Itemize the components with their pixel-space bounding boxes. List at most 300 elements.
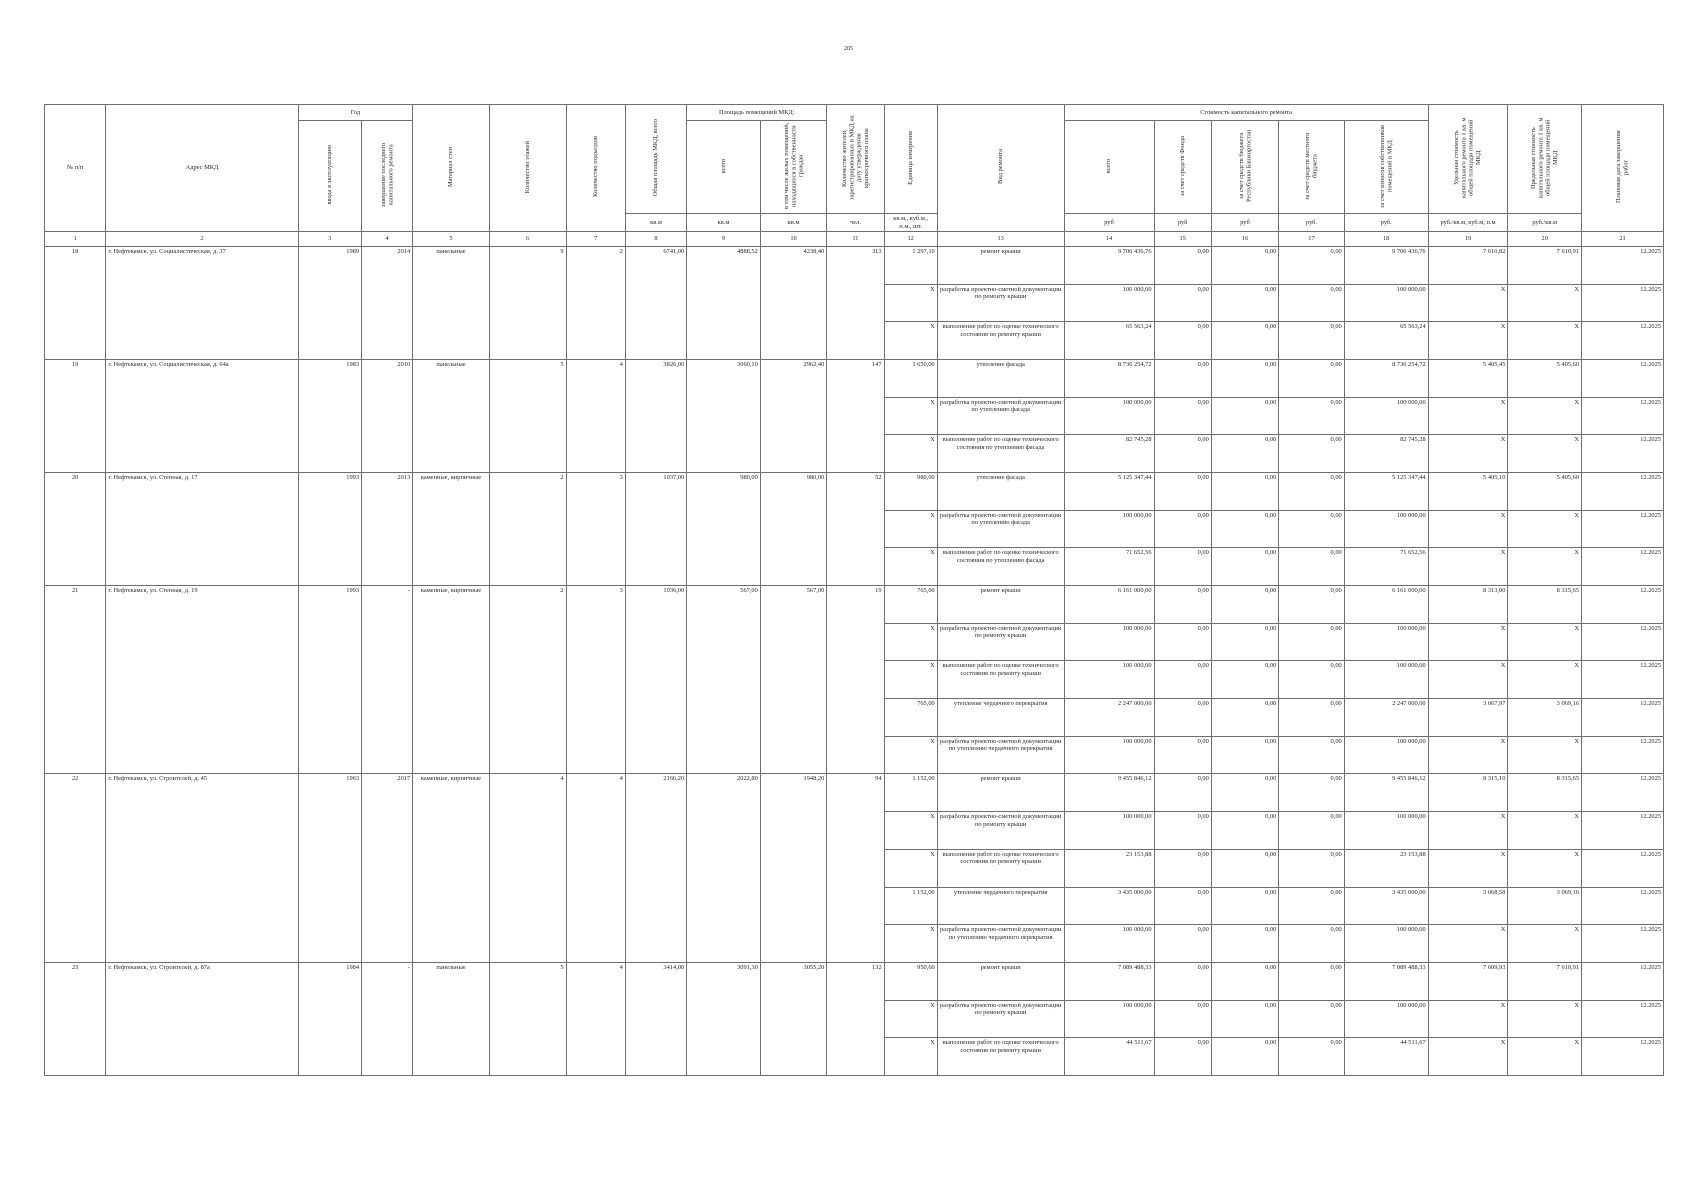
cost-owners: 100 000,00: [1344, 736, 1428, 774]
record-year-built: 1989: [298, 247, 361, 360]
deadline: 12.2025: [1582, 435, 1664, 473]
record-number: 23: [45, 962, 106, 1075]
record-premises-residential: 567,00: [760, 586, 826, 774]
record-year-repair: 2014: [362, 247, 413, 360]
max-cost: X: [1508, 435, 1582, 473]
header-unit-cost: Удельная стоимость капитального ремонта 1 кв. м общей площади помещений МКД: [1428, 105, 1508, 214]
header-wall-material: Материал стен: [413, 105, 490, 232]
cost-local: 0,00: [1279, 699, 1344, 737]
cost-local: 0,00: [1279, 360, 1344, 398]
unit-residents: чел.: [827, 214, 884, 232]
cost-local: 0,00: [1279, 736, 1344, 774]
work-type: разработка проектно-сметной документации по ремонту крыши: [937, 1000, 1064, 1038]
work-quantity: X: [884, 661, 937, 699]
cost-republic: 0,00: [1211, 1038, 1278, 1076]
header-cost-owners: за счет взносов собственников помещений в МКД: [1344, 121, 1428, 214]
record-year-built: 1993: [298, 586, 361, 774]
cost-fund: 0,00: [1154, 586, 1211, 624]
deadline: 12.2025: [1582, 661, 1664, 699]
record-address: г. Нефтекамск, ул. Строителей, д. 87а: [106, 962, 298, 1075]
header-unit: Единица измерения: [884, 105, 937, 214]
max-cost: 8 315,65: [1508, 586, 1582, 624]
cost-owners: 44 511,67: [1344, 1038, 1428, 1076]
header-deadline: Плановая дата завершения работ: [1582, 105, 1664, 232]
record-entrances: 4: [566, 774, 625, 962]
header-max-cost: Предельная стоимость капитального ремонта 1 кв. м общей площади помещений МКД: [1508, 105, 1582, 214]
unit-cost: 7 610,82: [1428, 247, 1508, 285]
cost-fund: 0,00: [1154, 661, 1211, 699]
cost-local: 0,00: [1279, 435, 1344, 473]
work-type: разработка проектно-сметной документации по утеплению фасада: [937, 510, 1064, 548]
unit-cost: X: [1428, 510, 1508, 548]
cost-republic: 0,00: [1211, 586, 1278, 624]
deadline: 12.2025: [1582, 284, 1664, 322]
max-cost: X: [1508, 284, 1582, 322]
column-number: 11: [827, 232, 884, 247]
cost-owners: 23 153,88: [1344, 849, 1428, 887]
record-premises-total: 4888,52: [687, 247, 761, 360]
unit-cost: X: [1428, 661, 1508, 699]
table-row: [45, 247, 1664, 285]
unit-cost: X: [1428, 849, 1508, 887]
header-entrances: Количество подъездов: [566, 105, 625, 232]
record-year-repair: -: [362, 962, 413, 1075]
record-residents: 313: [827, 247, 884, 360]
record-total-area: 3414,00: [625, 962, 686, 1075]
column-number: 15: [1154, 232, 1211, 247]
deadline: 12.2025: [1582, 1038, 1664, 1076]
cost-fund: 0,00: [1154, 247, 1211, 285]
work-type: разработка проектно-сметной документации по ремонту крыши: [937, 623, 1064, 661]
page-number: 205: [844, 46, 853, 52]
record-address: г. Нефтекамск, ул. Строителей, д. 45: [106, 774, 298, 962]
record-wall-material: панельные: [413, 962, 490, 1075]
column-number: 10: [760, 232, 826, 247]
cost-republic: 0,00: [1211, 623, 1278, 661]
unit-cost-total: руб: [1064, 214, 1154, 232]
column-number: 6: [489, 232, 566, 247]
max-cost: X: [1508, 812, 1582, 850]
header-cost-total: всего: [1064, 121, 1154, 214]
deadline: 12.2025: [1582, 849, 1664, 887]
cost-local: 0,00: [1279, 510, 1344, 548]
record-premises-residential: 1948,20: [760, 774, 826, 962]
work-type: разработка проектно-сметной документации по утеплению чердачного перекрытия: [937, 925, 1064, 963]
deadline: 12.2025: [1582, 510, 1664, 548]
repair-plan-table: [44, 104, 1664, 1076]
cost-total: 100 000,00: [1064, 736, 1154, 774]
column-number: 18: [1344, 232, 1428, 247]
header-premises-total: всего: [687, 121, 761, 214]
cost-total: 100 000,00: [1064, 510, 1154, 548]
max-cost: 7 610,91: [1508, 962, 1582, 1000]
record-year-repair: 2013: [362, 473, 413, 586]
cost-republic: 0,00: [1211, 510, 1278, 548]
cost-republic: 0,00: [1211, 887, 1278, 925]
work-quantity: 950,60: [884, 962, 937, 1000]
unit-cost: 3 068,58: [1428, 887, 1508, 925]
work-quantity: X: [884, 435, 937, 473]
cost-fund: 0,00: [1154, 887, 1211, 925]
record-year-repair: 2017: [362, 774, 413, 962]
unit-cost: 8 313,00: [1428, 586, 1508, 624]
cost-fund: 0,00: [1154, 699, 1211, 737]
unit-total-area: кв.м: [625, 214, 686, 232]
max-cost: X: [1508, 510, 1582, 548]
work-quantity: 765,00: [884, 586, 937, 624]
work-quantity: 765,00: [884, 699, 937, 737]
cost-owners: 100 000,00: [1344, 925, 1428, 963]
record-wall-material: панельные: [413, 360, 490, 473]
cost-fund: 0,00: [1154, 435, 1211, 473]
unit-cost: 7 609,93: [1428, 962, 1508, 1000]
cost-fund: 0,00: [1154, 623, 1211, 661]
work-type: разработка проектно-сметной документации по утеплению чердачного перекрытия: [937, 736, 1064, 774]
column-number: 9: [687, 232, 761, 247]
deadline: 12.2025: [1582, 548, 1664, 586]
cost-total: 100 000,00: [1064, 284, 1154, 322]
cost-local: 0,00: [1279, 1038, 1344, 1076]
work-quantity: X: [884, 812, 937, 850]
record-premises-residential: 3055,20: [760, 962, 826, 1075]
record-year-built: 1993: [298, 473, 361, 586]
record-premises-total: 3091,30: [687, 962, 761, 1075]
cost-republic: 0,00: [1211, 247, 1278, 285]
unit-cost: X: [1428, 812, 1508, 850]
record-residents: 132: [827, 962, 884, 1075]
header-cost-fund: за счет средств Фонда: [1154, 121, 1211, 214]
column-number: 5: [413, 232, 490, 247]
column-number: 2: [106, 232, 298, 247]
max-cost: X: [1508, 322, 1582, 360]
record-floors: 5: [489, 962, 566, 1075]
max-cost: X: [1508, 548, 1582, 586]
record-year-repair: 2010: [362, 360, 413, 473]
work-quantity: X: [884, 284, 937, 322]
column-number: 12: [884, 232, 937, 247]
cost-fund: 0,00: [1154, 962, 1211, 1000]
work-type: ремонт крыши: [937, 774, 1064, 812]
header-cost-republic: за счет средств бюджета Республики Башкортостан: [1211, 121, 1278, 214]
cost-local: 0,00: [1279, 473, 1344, 511]
column-number: 16: [1211, 232, 1278, 247]
deadline: 12.2025: [1582, 736, 1664, 774]
cost-fund: 0,00: [1154, 473, 1211, 511]
deadline: 12.2025: [1582, 812, 1664, 850]
record-year-built: 1963: [298, 774, 361, 962]
record-residents: 19: [827, 586, 884, 774]
work-type: ремонт крыши: [937, 962, 1064, 1000]
cost-republic: 0,00: [1211, 812, 1278, 850]
header-year-group: Год: [298, 105, 413, 121]
work-quantity: 1 297,10: [884, 247, 937, 285]
record-wall-material: каменные, кирпичные: [413, 586, 490, 774]
unit-unit-cost: руб./кв.м, куб.м, п.м: [1428, 214, 1508, 232]
work-quantity: X: [884, 925, 937, 963]
cost-fund: 0,00: [1154, 736, 1211, 774]
record-year-built: 1983: [298, 360, 361, 473]
cost-local: 0,00: [1279, 1000, 1344, 1038]
unit-max-cost: руб./кв.м: [1508, 214, 1582, 232]
work-quantity: X: [884, 849, 937, 887]
cost-fund: 0,00: [1154, 284, 1211, 322]
record-floors: 9: [489, 247, 566, 360]
cost-owners: 2 247 000,00: [1344, 699, 1428, 737]
work-quantity: X: [884, 736, 937, 774]
record-floors: 5: [489, 360, 566, 473]
record-premises-residential: 4238,40: [760, 247, 826, 360]
cost-fund: 0,00: [1154, 812, 1211, 850]
header-cost-group: Стоимость капитального ремонта: [1064, 105, 1428, 121]
table-row: [45, 774, 1664, 812]
work-type: выполнение работ по оценке технического состояния по ремонту крыши: [937, 661, 1064, 699]
unit-measure: кв.м., куб.м., п.м., шт.: [884, 214, 937, 232]
record-entrances: 3: [566, 586, 625, 774]
cost-fund: 0,00: [1154, 548, 1211, 586]
cost-total: 100 000,00: [1064, 925, 1154, 963]
cost-owners: 7 089 488,33: [1344, 962, 1428, 1000]
cost-total: 6 161 000,00: [1064, 586, 1154, 624]
record-premises-total: 567,00: [687, 586, 761, 774]
cost-fund: 0,00: [1154, 849, 1211, 887]
record-entrances: 4: [566, 962, 625, 1075]
record-address: г. Нефтекамск, ул. Социалистическая, д. 64а: [106, 360, 298, 473]
cost-total: 100 000,00: [1064, 623, 1154, 661]
max-cost: X: [1508, 849, 1582, 887]
cost-total: 3 435 000,00: [1064, 887, 1154, 925]
cost-local: 0,00: [1279, 925, 1344, 963]
work-type: выполнение работ по оценке технического состояния по ремонту крыши: [937, 322, 1064, 360]
deadline: 12.2025: [1582, 473, 1664, 511]
cost-owners: 100 000,00: [1344, 623, 1428, 661]
deadline: 12.2025: [1582, 925, 1664, 963]
cost-republic: 0,00: [1211, 736, 1278, 774]
max-cost: X: [1508, 925, 1582, 963]
work-quantity: X: [884, 322, 937, 360]
max-cost: X: [1508, 1038, 1582, 1076]
cost-fund: 0,00: [1154, 322, 1211, 360]
column-number: 3: [298, 232, 361, 247]
record-address: г. Нефтекамск, ул. Степная, д. 17: [106, 473, 298, 586]
record-number: 19: [45, 360, 106, 473]
record-entrances: 3: [566, 473, 625, 586]
cost-owners: 9 455 846,12: [1344, 774, 1428, 812]
cost-fund: 0,00: [1154, 360, 1211, 398]
work-quantity: X: [884, 510, 937, 548]
table-row: [45, 586, 1664, 624]
record-floors: 4: [489, 774, 566, 962]
work-type: разработка проектно-сметной документации по утеплению фасада: [937, 397, 1064, 435]
unit-cost: X: [1428, 284, 1508, 322]
cost-republic: 0,00: [1211, 548, 1278, 586]
record-premises-total: 3060,10: [687, 360, 761, 473]
cost-owners: 100 000,00: [1344, 812, 1428, 850]
header-residents: Количество жителей, зарегистрированных в МКД на дату утверждения краткосрочного плана: [827, 105, 884, 214]
record-year-repair: -: [362, 586, 413, 774]
cost-republic: 0,00: [1211, 322, 1278, 360]
cost-total: 23 153,88: [1064, 849, 1154, 887]
max-cost: X: [1508, 623, 1582, 661]
max-cost: X: [1508, 736, 1582, 774]
cost-total: 9 706 436,76: [1064, 247, 1154, 285]
cost-owners: 82 745,28: [1344, 435, 1428, 473]
max-cost: 3 069,16: [1508, 699, 1582, 737]
deadline: 12.2025: [1582, 360, 1664, 398]
column-number: 7: [566, 232, 625, 247]
deadline: 12.2025: [1582, 322, 1664, 360]
header-year-last-repair: завершение последнего капитального ремонта: [362, 121, 413, 232]
work-type: утепление чердачного перекрытия: [937, 699, 1064, 737]
table-row: [45, 473, 1664, 511]
work-quantity: 1 152,00: [884, 774, 937, 812]
cost-owners: 8 736 254,72: [1344, 360, 1428, 398]
unit-cost: X: [1428, 736, 1508, 774]
work-quantity: X: [884, 1038, 937, 1076]
cost-republic: 0,00: [1211, 699, 1278, 737]
deadline: 12.2025: [1582, 699, 1664, 737]
cost-local: 0,00: [1279, 586, 1344, 624]
record-number: 21: [45, 586, 106, 774]
cost-local: 0,00: [1279, 962, 1344, 1000]
record-total-area: 6741,00: [625, 247, 686, 360]
work-type: утепление фасада: [937, 360, 1064, 398]
unit-premises-residential: кв.м: [760, 214, 826, 232]
table-row: [45, 962, 1664, 1000]
work-quantity: 980,00: [884, 473, 937, 511]
record-year-built: 1984: [298, 962, 361, 1075]
record-address: г. Нефтекамск, ул. Социалистическая, д. 37: [106, 247, 298, 360]
unit-cost: 8 315,10: [1428, 774, 1508, 812]
record-number: 22: [45, 774, 106, 962]
record-total-area: 2166,20: [625, 774, 686, 962]
cost-local: 0,00: [1279, 284, 1344, 322]
max-cost: 8 315,65: [1508, 774, 1582, 812]
cost-fund: 0,00: [1154, 1038, 1211, 1076]
work-type: разработка проектно-сметной документации по ремонту крыши: [937, 812, 1064, 850]
cost-owners: 100 000,00: [1344, 510, 1428, 548]
column-number: 20: [1508, 232, 1582, 247]
column-number: 17: [1279, 232, 1344, 247]
cost-fund: 0,00: [1154, 397, 1211, 435]
max-cost: X: [1508, 661, 1582, 699]
cost-owners: 3 435 000,00: [1344, 887, 1428, 925]
cost-owners: 100 000,00: [1344, 284, 1428, 322]
cost-total: 100 000,00: [1064, 1000, 1154, 1038]
cost-republic: 0,00: [1211, 774, 1278, 812]
column-number: 19: [1428, 232, 1508, 247]
cost-republic: 0,00: [1211, 925, 1278, 963]
cost-republic: 0,00: [1211, 360, 1278, 398]
cost-total: 2 247 000,00: [1064, 699, 1154, 737]
cost-owners: 6 161 000,00: [1344, 586, 1428, 624]
header-address: Адрес МКД: [106, 105, 298, 232]
cost-local: 0,00: [1279, 887, 1344, 925]
cost-owners: 100 000,00: [1344, 1000, 1428, 1038]
record-residents: 147: [827, 360, 884, 473]
unit-cost: 5 405,10: [1428, 473, 1508, 511]
deadline: 12.2025: [1582, 962, 1664, 1000]
max-cost: 3 069,16: [1508, 887, 1582, 925]
work-quantity: 1 152,00: [884, 887, 937, 925]
unit-cost-owners: руб.: [1344, 214, 1428, 232]
record-residents: 52: [827, 473, 884, 586]
header-premises-group: Площадь помещений МКД:: [687, 105, 827, 121]
work-quantity: X: [884, 1000, 937, 1038]
max-cost: X: [1508, 1000, 1582, 1038]
cost-total: 65 563,24: [1064, 322, 1154, 360]
max-cost: 5 405,60: [1508, 473, 1582, 511]
deadline: 12.2025: [1582, 887, 1664, 925]
column-number-row: [45, 232, 1664, 247]
header-year-built: ввода в эксплуатацию: [298, 121, 361, 232]
record-total-area: 1037,00: [625, 473, 686, 586]
deadline: 12.2025: [1582, 774, 1664, 812]
cost-local: 0,00: [1279, 548, 1344, 586]
deadline: 12.2025: [1582, 1000, 1664, 1038]
cost-republic: 0,00: [1211, 473, 1278, 511]
unit-cost: X: [1428, 548, 1508, 586]
record-premises-total: 980,00: [687, 473, 761, 586]
record-total-area: 1036,00: [625, 586, 686, 774]
work-quantity: 1 650,00: [884, 360, 937, 398]
column-number: 21: [1582, 232, 1664, 247]
record-address: г. Нефтекамск, ул. Степная, д. 19: [106, 586, 298, 774]
deadline: 12.2025: [1582, 623, 1664, 661]
record-number: 18: [45, 247, 106, 360]
unit-cost-republic: руб: [1211, 214, 1278, 232]
unit-cost: X: [1428, 1038, 1508, 1076]
header-premises-residential: в том числе жилых помещений, находящихся в собственности граждан: [760, 121, 826, 214]
work-type: выполнение работ по оценке технического состояния по утеплению фасада: [937, 548, 1064, 586]
record-premises-residential: 2962,40: [760, 360, 826, 473]
work-type: выполнение работ по оценке технического состояния по ремонту крыши: [937, 849, 1064, 887]
deadline: 12.2025: [1582, 247, 1664, 285]
cost-total: 44 511,67: [1064, 1038, 1154, 1076]
work-type: утепление чердачного перекрытия: [937, 887, 1064, 925]
max-cost: 5 405,60: [1508, 360, 1582, 398]
work-quantity: X: [884, 548, 937, 586]
header-no: № п/п: [45, 105, 106, 232]
work-quantity: X: [884, 397, 937, 435]
cost-total: 5 125 347,44: [1064, 473, 1154, 511]
cost-owners: 100 000,00: [1344, 397, 1428, 435]
cost-total: 7 089 488,33: [1064, 962, 1154, 1000]
column-number: 1: [45, 232, 106, 247]
header-cost-local: за счет средств местного бюджета: [1279, 121, 1344, 214]
table-body: [45, 247, 1664, 1076]
cost-local: 0,00: [1279, 322, 1344, 360]
unit-cost-local: руб.: [1279, 214, 1344, 232]
record-total-area: 3826,00: [625, 360, 686, 473]
cost-fund: 0,00: [1154, 925, 1211, 963]
header-repair-type: Вид ремонта: [937, 105, 1064, 232]
record-entrances: 4: [566, 360, 625, 473]
record-entrances: 2: [566, 247, 625, 360]
max-cost: X: [1508, 397, 1582, 435]
table-row: [45, 360, 1664, 398]
cost-total: 9 455 846,12: [1064, 774, 1154, 812]
work-type: разработка проектно-сметной документации по ремонту крыши: [937, 284, 1064, 322]
unit-cost: X: [1428, 925, 1508, 963]
header-floors: Количество этажей: [489, 105, 566, 232]
cost-owners: 71 652,56: [1344, 548, 1428, 586]
cost-total: 100 000,00: [1064, 812, 1154, 850]
unit-cost-fund: руб: [1154, 214, 1211, 232]
cost-republic: 0,00: [1211, 849, 1278, 887]
cost-total: 100 000,00: [1064, 661, 1154, 699]
record-wall-material: каменные, кирпичные: [413, 774, 490, 962]
record-premises-total: 2022,80: [687, 774, 761, 962]
